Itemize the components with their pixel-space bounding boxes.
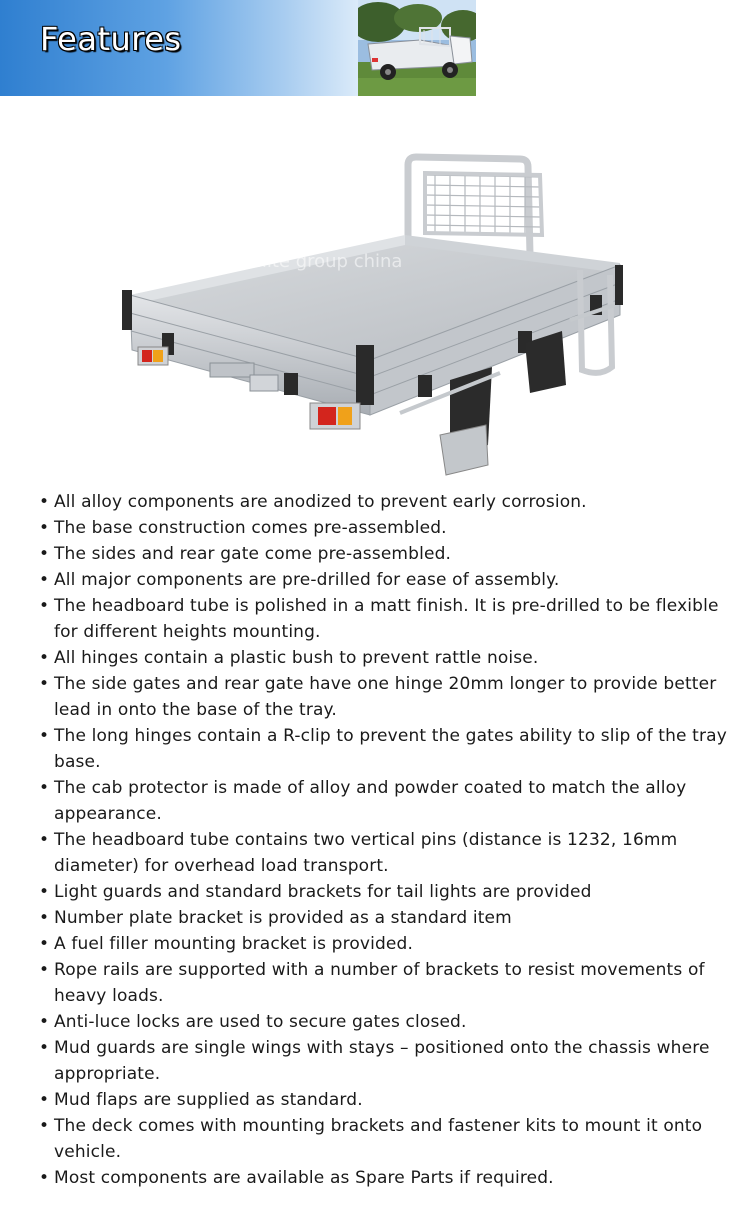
feature-item: • All major components are pre-drilled for ease of assembly.	[39, 570, 560, 590]
features-banner	[0, 0, 476, 96]
ute-photo-thumbnail	[358, 0, 476, 96]
features-list	[38, 489, 728, 1191]
feature-item: • The headboard tube contains two vertical pins (distance is 1232, 16mm diameter) for overhead load transport.	[39, 830, 678, 876]
feature-item: • The base construction comes pre-assembled.	[39, 518, 447, 538]
feature-item: • Mud flaps are supplied as standard.	[39, 1090, 363, 1110]
feature-item: • The side gates and rear gate have one hinge 20mm longer to provide better lead in onto the base of the tray.	[39, 674, 717, 720]
feature-item: • Number plate bracket is provided as a standard item	[39, 908, 512, 928]
feature-item: • Most components are available as Spare Parts if required.	[39, 1168, 554, 1188]
alloy-ute-tray-image	[100, 145, 640, 485]
feature-item: • Anti-luce locks are used to secure gates closed.	[39, 1012, 467, 1032]
feature-item: • All hinges contain a plastic bush to prevent rattle noise.	[39, 648, 539, 668]
feature-item: • The long hinges contain a R-clip to prevent the gates ability to slip of the tray base.	[39, 726, 727, 772]
feature-item: • The headboard tube is polished in a matt finish. It is pre-drilled to be flexible for different heights mounting.	[39, 596, 719, 642]
feature-item: • The sides and rear gate come pre-assembled.	[39, 544, 452, 564]
feature-item: • Light guards and standard brackets for tail lights are provided	[39, 882, 592, 902]
feature-item: • The cab protector is made of alloy and powder coated to match the alloy appearance.	[39, 778, 687, 824]
feature-item: • Rope rails are supported with a number of brackets to resist movements of heavy loads.	[39, 960, 705, 1006]
banner-title: Features	[40, 20, 182, 58]
feature-item: • The deck comes with mounting brackets and fastener kits to mount it onto vehicle.	[39, 1116, 703, 1162]
feature-item: • A fuel filler mounting bracket is provided.	[39, 934, 414, 954]
feature-item: • All alloy components are anodized to prevent early corrosion.	[39, 492, 587, 512]
feature-item: • Mud guards are single wings with stays – positioned onto the chassis where appropriate.	[39, 1038, 710, 1084]
watermark-text: kinlite group china	[235, 251, 403, 272]
